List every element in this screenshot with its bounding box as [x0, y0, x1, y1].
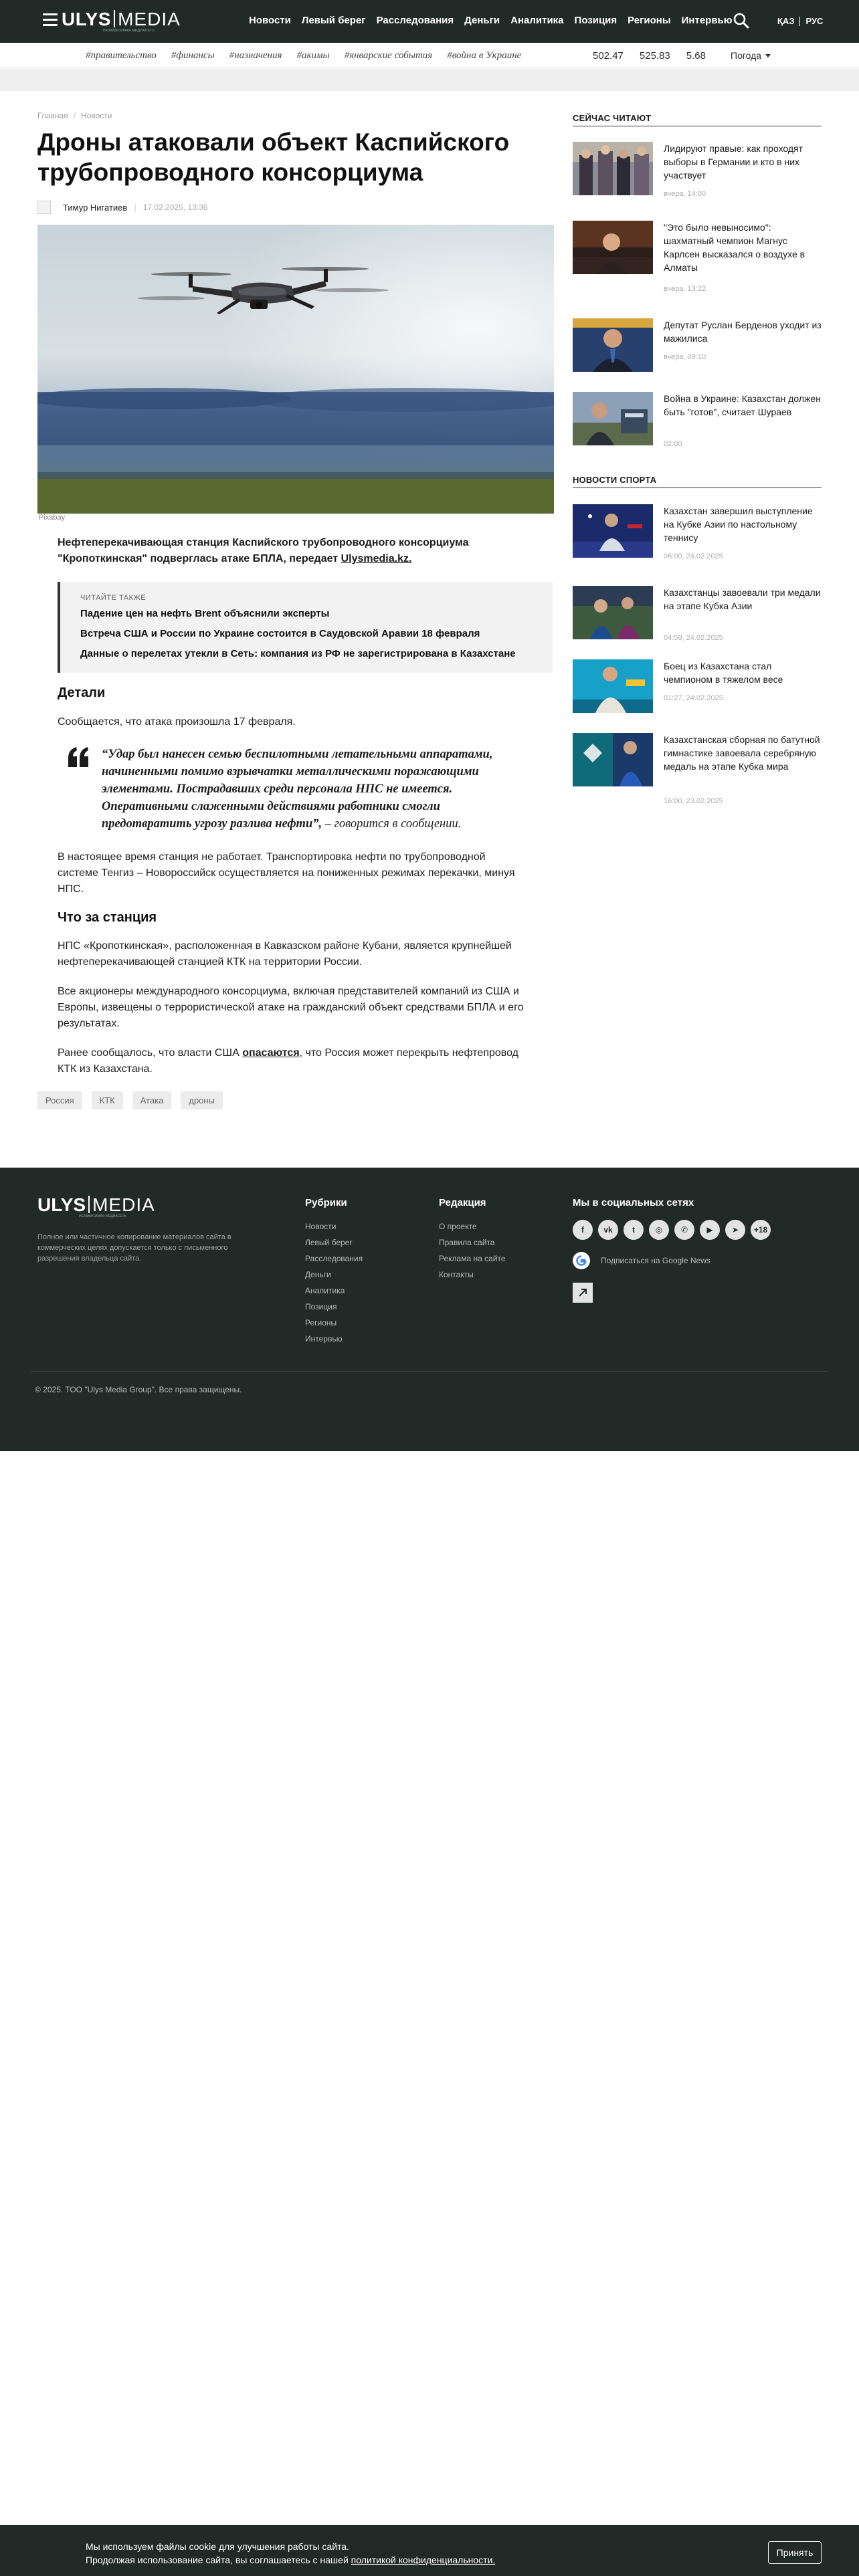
footer-link[interactable]: Контакты — [439, 1270, 474, 1279]
photo-caption: Pixabay — [39, 514, 66, 522]
age-rating-badge: +18 — [751, 1220, 771, 1240]
footer-link[interactable]: Новости — [305, 1222, 337, 1231]
instagram-icon[interactable]: ◎ — [649, 1220, 669, 1240]
article-paragraph: Ранее сообщалось, что власти США опасаются, что Россия может перекрыть нефтепровод КТК из Казахстана. — [58, 1047, 518, 1075]
cookie-text: Продолжая использование сайта, вы соглашаетесь с нашей политикой конфиденциальности. — [86, 2555, 496, 2565]
article-hero-image — [37, 225, 554, 514]
tag-link[interactable]: #война в Украине — [447, 50, 522, 61]
footer-link[interactable]: Деньги — [305, 1270, 331, 1279]
article-lead: Нефтеперекачивающая станция Каспийского трубопроводного консорциума "Кропоткинская" подверглась атаке БПЛА, передает Ulysmedia.kz. — [58, 537, 469, 564]
tags-bar — [0, 43, 859, 68]
card-thumbnail — [573, 504, 653, 558]
author-line: Тимур Нигатиев | 17.02.2025, 13:36 — [37, 201, 207, 214]
cookie-banner — [0, 2525, 859, 2576]
card-thumbnail — [573, 221, 653, 274]
nav-link-interview[interactable]: Интервью — [681, 15, 733, 26]
article-paragraph: Все акционеры международного консорциума, включая представителей компаний из США и Европы, извещены о террористической атаке на гражданский объект средствами БПЛА и его результатах. — [58, 986, 524, 1029]
tag-link[interactable]: #январские события — [344, 50, 433, 61]
nav-link-left-bank[interactable]: Левый берег — [301, 15, 366, 26]
read-also-link[interactable]: Данные о перелетах утекли в Сеть: компания из РФ не зарегистрирована в Казахстане — [80, 648, 516, 659]
footer-link[interactable]: Реклама на сайте — [439, 1254, 506, 1263]
nav-link-analytics[interactable]: Аналитика — [510, 15, 564, 26]
card-thumbnail — [573, 142, 653, 195]
weather-dropdown[interactable]: Погода — [731, 50, 771, 61]
cookie-text: Мы используем файлы cookie для улучшения работы сайта. — [86, 2541, 349, 2552]
card-thumbnail — [573, 392, 653, 445]
twitter-icon[interactable]: t — [624, 1220, 644, 1240]
article-paragraph: Сообщается, что атака произошла 17 февраля. — [58, 716, 296, 728]
nav-link-regions[interactable]: Регионы — [628, 15, 671, 26]
footer-link[interactable]: Расследования — [305, 1254, 363, 1263]
privacy-policy-link[interactable]: политикой конфиденциальности. — [351, 2555, 496, 2565]
card-thumbnail — [573, 659, 653, 713]
site-header — [0, 0, 859, 43]
sport-news-heading: НОВОСТИ СПОРТА — [573, 475, 657, 485]
facebook-icon[interactable]: f — [573, 1220, 593, 1240]
accept-cookies-button[interactable]: Принять — [768, 2541, 822, 2564]
author-name[interactable]: Тимур Нигатиев — [63, 202, 128, 213]
article-tag[interactable]: дроны — [181, 1091, 223, 1109]
section-heading-station: Что за станция — [58, 910, 157, 925]
nav-link-money[interactable]: Деньги — [464, 15, 500, 26]
site-footer — [0, 1168, 859, 1451]
site-logo[interactable]: ULYS MEDIA НЕЗАВИСИМАЯ МЕДИАСЕТЬ — [62, 9, 181, 33]
rate-usd: 502.47 — [593, 50, 624, 62]
breadcrumb-home[interactable]: Главная — [37, 111, 68, 120]
drone-photo — [37, 225, 554, 514]
copyright: © 2025. ТОО "Ulys Media Group". Все права защищены. — [35, 1385, 242, 1394]
footer-link[interactable]: Аналитика — [305, 1286, 345, 1295]
breadcrumb: Главная / Новости — [37, 111, 112, 120]
youtube-icon[interactable]: ▶ — [700, 1220, 720, 1240]
footer-logo[interactable]: ULYS MEDIA НЕЗАВИСИМАЯ МЕДИАСЕТЬ — [37, 1194, 155, 1218]
article-paragraph: НПС «Кропоткинская», расположенная в Кавказском районе Кубани, является крупнейшей нефтеперекачивающей станцией КТК на территории России. — [58, 940, 512, 968]
read-also-link[interactable]: Падение цен на нефть Brent объяснили эксперты — [80, 608, 330, 619]
google-news-link[interactable]: Подписаться на Google News — [573, 1252, 710, 1269]
author-avatar — [37, 201, 51, 214]
nav-link-position[interactable]: Позиция — [574, 15, 617, 26]
article-tags — [37, 1091, 232, 1109]
read-also-link[interactable]: Встреча США и России по Украине состоится в Саудовской Аравии 18 февраля — [80, 628, 480, 639]
read-also-heading: ЧИТАЙТЕ ТАКЖЕ — [80, 594, 147, 602]
article-tag[interactable]: Атака — [132, 1091, 172, 1109]
menu-icon[interactable] — [43, 13, 58, 25]
article-tag[interactable]: Россия — [37, 1091, 82, 1109]
trending-card[interactable]: Война в Украине: Казахстан должен быть "готов", считает Шураев 02:00 — [573, 392, 822, 453]
footer-rubrics: Рубрики Новости Левый берег Расследования Деньги Аналитика Позиция Регионы Интервью — [305, 1197, 363, 1344]
nav-link-news[interactable]: Новости — [249, 15, 291, 26]
nav-link-investigations[interactable]: Расследования — [376, 15, 454, 26]
language-switch — [777, 16, 823, 26]
telegram-icon[interactable]: ➤ — [725, 1220, 745, 1240]
card-thumbnail — [573, 318, 653, 372]
footer-social: Мы в социальных сетях — [573, 1197, 694, 1208]
sport-card[interactable]: Казахстанская сборная по батутной гимнастике завоевала серебряную медаль на этапе Кубка мира 16:00, 23.02.2025 — [573, 733, 822, 794]
quote-icon — [67, 747, 90, 767]
ad-banner — [0, 69, 859, 91]
trending-heading: СЕЙЧАС ЧИТАЮТ — [573, 113, 652, 123]
lang-ru-link[interactable]: РУС — [805, 16, 824, 26]
chevron-down-icon — [765, 54, 771, 58]
copyright-disclaimer: Полное или частичное копирование материалов сайта в коммерческих целях допускается только с письменного разрешения владельца сайта. — [37, 1233, 231, 1263]
footer-link[interactable]: Левый берег — [305, 1238, 353, 1247]
trending-card[interactable]: Лидируют правые: как проходят выборы в Германии и кто в них участвует вчера, 14:00 — [573, 142, 822, 203]
card-thumbnail — [573, 586, 653, 639]
trending-card[interactable]: Депутат Руслан Берденов уходит из мажилиса вчера, 09:10 — [573, 318, 822, 380]
currency-rates — [593, 50, 722, 62]
tag-link[interactable]: #правительство — [86, 50, 157, 61]
source-link[interactable]: Ulysmedia.kz. — [341, 553, 412, 564]
google-icon — [573, 1252, 590, 1269]
vk-icon[interactable]: vk — [598, 1220, 618, 1240]
tag-link[interactable]: #назначения — [229, 50, 282, 61]
footer-link[interactable]: Интервью — [305, 1334, 343, 1344]
lang-kz-link[interactable]: ҚАЗ — [777, 16, 795, 26]
trending-card[interactable]: "Это было невыносимо": шахматный чемпион Магнус Карлсен высказался о воздухе в Алматы вчера, 13:22 — [573, 221, 822, 282]
external-link-icon[interactable] — [573, 1283, 593, 1303]
rate-eur: 525.83 — [639, 50, 670, 62]
search-icon[interactable] — [733, 12, 750, 29]
main-nav — [249, 15, 743, 26]
related-link[interactable]: опасаются — [242, 1047, 300, 1059]
footer-link[interactable]: Правила сайта — [439, 1238, 495, 1247]
breadcrumb-news[interactable]: Новости — [81, 111, 112, 120]
footer-link[interactable]: Регионы — [305, 1318, 337, 1327]
rate-rub: 5.68 — [686, 50, 706, 62]
card-thumbnail — [573, 733, 653, 786]
trending-tags — [86, 50, 536, 62]
article-tag[interactable]: КТК — [92, 1091, 123, 1109]
tag-link[interactable]: #финансы — [171, 50, 215, 61]
whatsapp-icon[interactable]: ✆ — [674, 1220, 694, 1240]
sport-card[interactable]: Боец из Казахстана стал чемпионом в тяжелом весе 01:27, 24.02.2025 — [573, 659, 822, 721]
read-also-box — [58, 582, 553, 673]
tag-link[interactable]: #акимы — [296, 50, 330, 61]
footer-link[interactable]: Позиция — [305, 1302, 337, 1311]
article-paragraph: В настоящее время станция не работает. Транспортировка нефти по трубопроводной системе Тенгиз – Новороссийск осуществляется на пониженных режимах перекачки, минуя НПС. — [58, 851, 515, 895]
sport-card[interactable]: Казахстан завершил выступление на Кубке Азии по настольному теннису 06:00, 24.02.2025 — [573, 504, 822, 566]
section-heading-details: Детали — [58, 685, 106, 700]
footer-editorial: Редакция О проекте Правила сайта Реклама на сайте Контакты — [439, 1197, 506, 1279]
article-title: Дроны атаковали объект Каспийского трубопроводного консорциума — [37, 128, 510, 186]
sport-card[interactable]: Казахстанцы завоевали три медали на этапе Кубка Азии 04:59, 24.02.2025 — [573, 586, 822, 647]
social-links — [573, 1220, 776, 1240]
publish-date: 17.02.2025, 13:36 — [142, 203, 208, 212]
footer-link[interactable]: О проекте — [439, 1222, 477, 1231]
